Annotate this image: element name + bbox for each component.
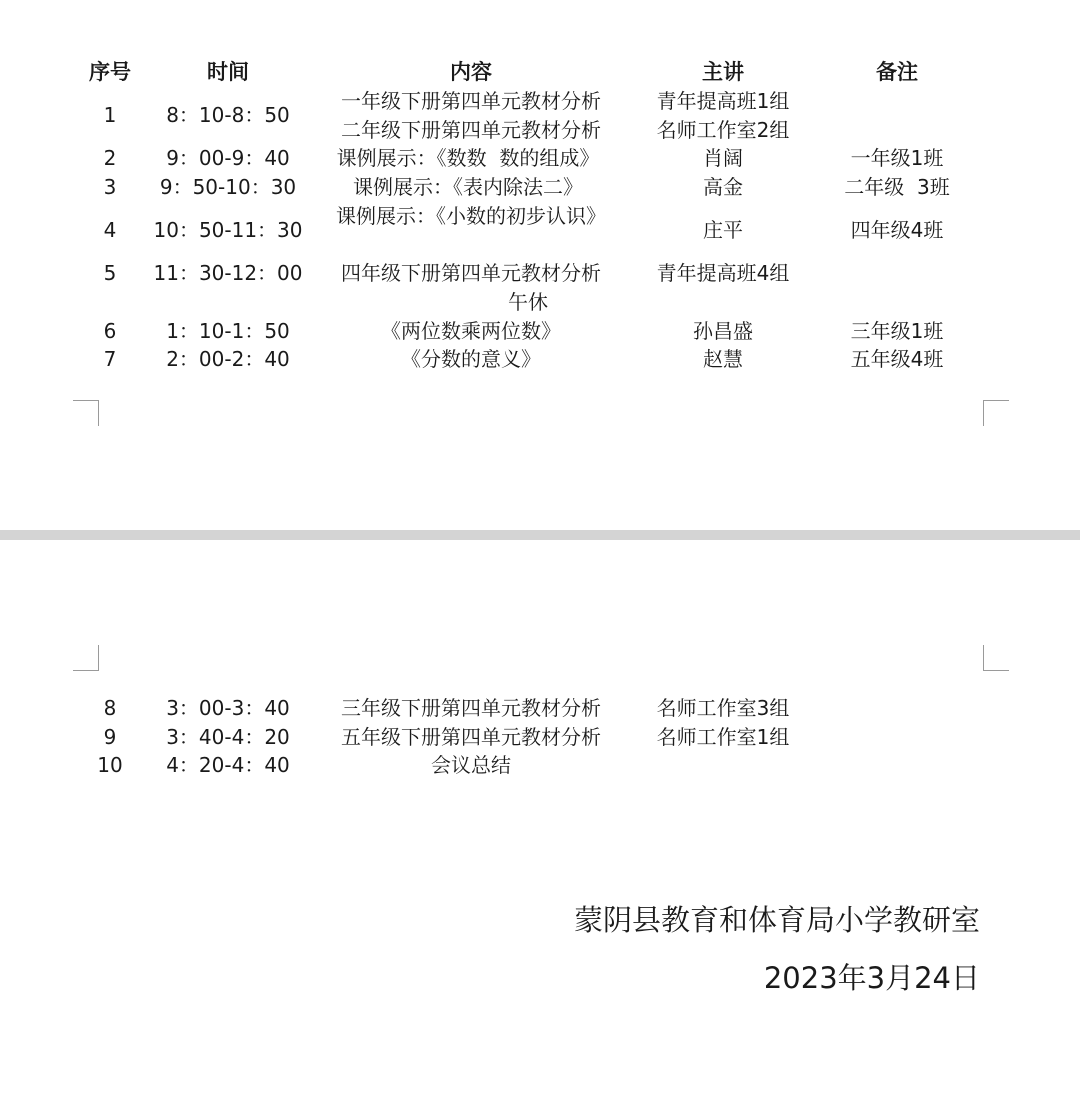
- cell-remark: 一年级1班: [850, 146, 944, 170]
- cell-speaker: 名师工作室3组: [656, 696, 790, 720]
- cell-no: 2: [103, 146, 117, 170]
- cell-content: 《两位数乘两位数》: [381, 319, 561, 343]
- cell-content: 会议总结: [431, 753, 511, 777]
- cell-content: 一年级下册第四单元教材分析: [341, 89, 601, 113]
- cell-time: 8：10-8：50: [166, 103, 290, 127]
- cell-time: 4：20-4：40: [166, 753, 290, 777]
- cell-time: 2：00-2：40: [166, 347, 290, 371]
- cell-speaker: 庄平: [703, 218, 743, 242]
- cell-no: 8: [103, 696, 117, 720]
- cell-time: 11：30-12：00: [153, 261, 303, 285]
- cell-time: 10：50-11：30: [153, 218, 303, 242]
- cell-no: 9: [103, 725, 117, 749]
- header-speaker: 主讲: [702, 60, 744, 84]
- lunch-break-label: 午休: [508, 290, 548, 314]
- page-margin-corner-mark: [983, 645, 1009, 671]
- cell-speaker: 肖阔: [703, 146, 743, 170]
- cell-speaker: 孙昌盛: [693, 319, 753, 343]
- cell-content: 三年级下册第四单元教材分析: [341, 696, 601, 720]
- cell-content: 课例展示：《表内除法二》: [353, 175, 583, 199]
- cell-content: 《分数的意义》: [401, 347, 541, 371]
- page-margin-corner-mark: [73, 400, 99, 426]
- header-remark: 备注: [876, 60, 918, 84]
- page-margin-corner-mark: [983, 400, 1009, 426]
- cell-content: 四年级下册第四单元教材分析: [341, 261, 601, 285]
- cell-no: 7: [103, 347, 117, 371]
- cell-speaker: 青年提高班1组: [656, 89, 790, 113]
- page-margin-corner-mark: [73, 645, 99, 671]
- cell-no: 1: [103, 103, 117, 127]
- cell-content: 五年级下册第四单元教材分析: [341, 725, 601, 749]
- header-content: 内容: [450, 60, 492, 84]
- cell-no: 10: [97, 753, 123, 777]
- issuing-organization: 蒙阴县教育和体育局小学教研室: [573, 903, 980, 937]
- cell-time: 9：00-9：40: [166, 146, 290, 170]
- cell-no: 6: [103, 319, 117, 343]
- cell-speaker: 赵慧: [703, 347, 743, 371]
- cell-content: 课例展示：《小数的初步认识》: [336, 204, 606, 228]
- header-no: 序号: [89, 60, 131, 84]
- cell-no: 3: [103, 175, 117, 199]
- cell-time: 9：50-10：30: [159, 175, 297, 199]
- document-page-2: [0, 540, 1080, 1099]
- cell-speaker: 青年提高班4组: [656, 261, 790, 285]
- cell-content: 二年级下册第四单元教材分析: [341, 118, 601, 142]
- cell-speaker: 名师工作室1组: [656, 725, 790, 749]
- cell-speaker: 高金: [703, 175, 743, 199]
- cell-no: 4: [103, 218, 117, 242]
- cell-remark: 五年级4班: [850, 347, 944, 371]
- cell-time: 1：10-1：50: [166, 319, 290, 343]
- header-time: 时间: [207, 60, 249, 84]
- page-separator: [0, 530, 1080, 540]
- cell-time: 3：40-4：20: [166, 725, 290, 749]
- cell-time: 3：00-3：40: [166, 696, 290, 720]
- cell-no: 5: [103, 261, 117, 285]
- cell-content: 课例展示：《数数 数的组成》: [336, 146, 600, 170]
- cell-remark: 三年级1班: [850, 319, 944, 343]
- issue-date: 2023年3月24日: [763, 961, 980, 995]
- cell-speaker: 名师工作室2组: [656, 118, 790, 142]
- cell-remark: 四年级4班: [850, 218, 944, 242]
- cell-remark: 二年级 3班: [844, 175, 950, 199]
